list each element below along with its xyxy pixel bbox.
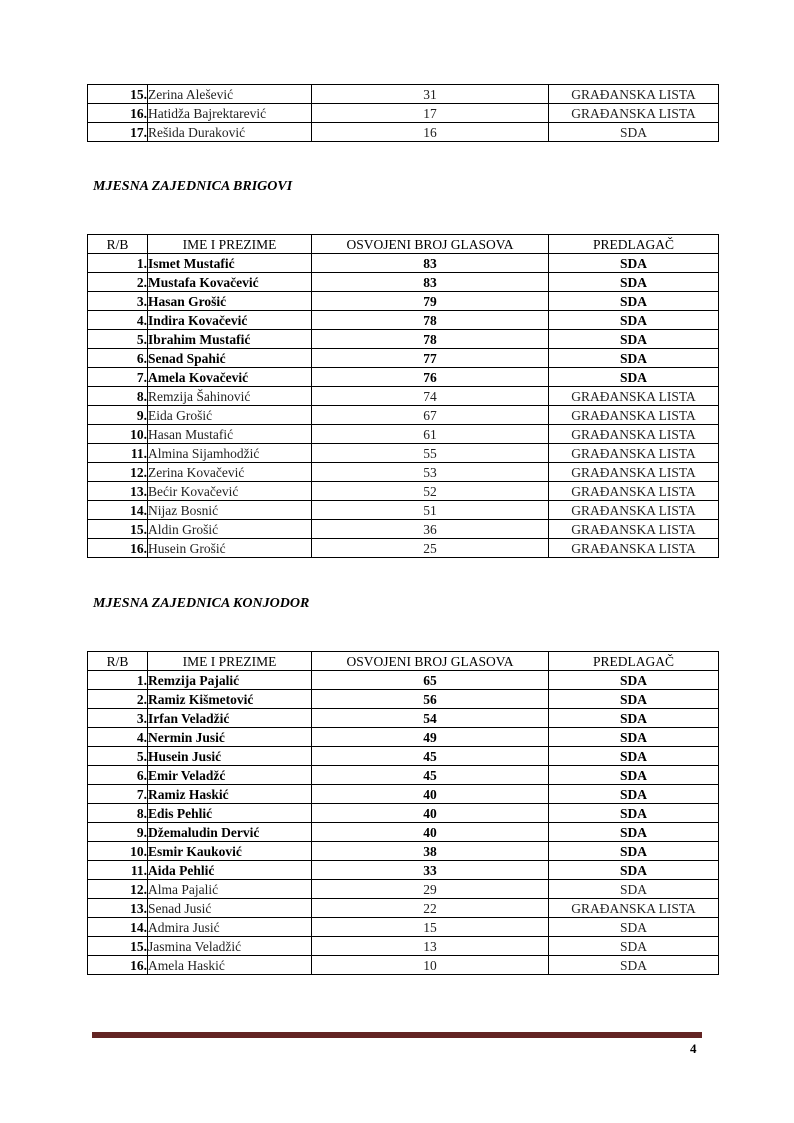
candidate-name: Hasan Grošić <box>148 292 312 311</box>
table-row <box>88 539 719 558</box>
candidate-name: Esmir Kauković <box>148 842 312 861</box>
vote-count: 17 <box>312 104 549 123</box>
candidate-name: Jasmina Veladžić <box>148 937 312 956</box>
nominator: SDA <box>549 349 719 368</box>
table-row <box>88 123 719 142</box>
vote-count: 40 <box>312 823 549 842</box>
table-row <box>88 899 719 918</box>
vote-count: 54 <box>312 709 549 728</box>
row-number: 4. <box>88 728 148 747</box>
vote-count: 56 <box>312 690 549 709</box>
row-number: 17. <box>88 123 148 142</box>
nominator: GRAĐANSKA LISTA <box>549 85 719 104</box>
nominator: SDA <box>549 880 719 899</box>
vote-count: 45 <box>312 747 549 766</box>
table-row <box>88 671 719 690</box>
table-row <box>88 254 719 273</box>
row-number: 15. <box>88 85 148 104</box>
candidate-name: Mustafa Kovačević <box>148 273 312 292</box>
table-row <box>88 804 719 823</box>
nominator: SDA <box>549 690 719 709</box>
results-table-brigovi <box>87 234 719 558</box>
nominator: GRAĐANSKA LISTA <box>549 104 719 123</box>
candidate-name: Amela Kovačević <box>148 368 312 387</box>
row-number: 8. <box>88 804 148 823</box>
vote-count: 83 <box>312 273 549 292</box>
row-number: 9. <box>88 823 148 842</box>
results-table-continued <box>87 84 719 142</box>
vote-count: 36 <box>312 520 549 539</box>
candidate-name: Admira Jusić <box>148 918 312 937</box>
vote-count: 38 <box>312 842 549 861</box>
row-number: 5. <box>88 330 148 349</box>
nominator: SDA <box>549 937 719 956</box>
footer-divider <box>92 1032 702 1038</box>
nominator: SDA <box>549 785 719 804</box>
table-row <box>88 766 719 785</box>
nominator: SDA <box>549 123 719 142</box>
row-number: 2. <box>88 273 148 292</box>
candidate-name: Zerina Kovačević <box>148 463 312 482</box>
nominator: SDA <box>549 368 719 387</box>
table-row <box>88 330 719 349</box>
header-party: PREDLAGAČ <box>549 652 719 671</box>
vote-count: 74 <box>312 387 549 406</box>
nominator: GRAĐANSKA LISTA <box>549 520 719 539</box>
candidate-name: Ibrahim Mustafić <box>148 330 312 349</box>
nominator: GRAĐANSKA LISTA <box>549 425 719 444</box>
nominator: GRAĐANSKA LISTA <box>549 387 719 406</box>
table-header-row <box>88 652 719 671</box>
vote-count: 10 <box>312 956 549 975</box>
vote-count: 76 <box>312 368 549 387</box>
vote-count: 33 <box>312 861 549 880</box>
table-row <box>88 842 719 861</box>
candidate-name: Husein Jusić <box>148 747 312 766</box>
nominator: SDA <box>549 747 719 766</box>
nominator: SDA <box>549 842 719 861</box>
row-number: 12. <box>88 880 148 899</box>
header-name: IME I PREZIME <box>148 652 312 671</box>
candidate-name: Alma Pajalić <box>148 880 312 899</box>
candidate-name: Ramiz Haskić <box>148 785 312 804</box>
row-number: 6. <box>88 349 148 368</box>
row-number: 14. <box>88 918 148 937</box>
table-row <box>88 349 719 368</box>
row-number: 2. <box>88 690 148 709</box>
vote-count: 52 <box>312 482 549 501</box>
table-row <box>88 273 719 292</box>
row-number: 1. <box>88 254 148 273</box>
candidate-name: Džemaludin Dervić <box>148 823 312 842</box>
table-row <box>88 85 719 104</box>
row-number: 4. <box>88 311 148 330</box>
candidate-name: Husein Grošić <box>148 539 312 558</box>
vote-count: 22 <box>312 899 549 918</box>
candidate-name: Aida Pehlić <box>148 861 312 880</box>
vote-count: 31 <box>312 85 549 104</box>
candidate-name: Eida Grošić <box>148 406 312 425</box>
nominator: GRAĐANSKA LISTA <box>549 539 719 558</box>
nominator: SDA <box>549 292 719 311</box>
row-number: 3. <box>88 709 148 728</box>
nominator: GRAĐANSKA LISTA <box>549 482 719 501</box>
table-row <box>88 937 719 956</box>
nominator: GRAĐANSKA LISTA <box>549 406 719 425</box>
table-row <box>88 104 719 123</box>
nominator: SDA <box>549 804 719 823</box>
row-number: 10. <box>88 842 148 861</box>
table-row <box>88 861 719 880</box>
table-row <box>88 292 719 311</box>
table-row <box>88 709 719 728</box>
table-row <box>88 501 719 520</box>
candidate-name: Remzija Šahinović <box>148 387 312 406</box>
vote-count: 40 <box>312 804 549 823</box>
row-number: 8. <box>88 387 148 406</box>
candidate-name: Nijaz Bosnić <box>148 501 312 520</box>
row-number: 9. <box>88 406 148 425</box>
vote-count: 16 <box>312 123 549 142</box>
candidate-name: Nermin Jusić <box>148 728 312 747</box>
page-number: 4 <box>690 1041 697 1056</box>
vote-count: 25 <box>312 539 549 558</box>
table-row <box>88 482 719 501</box>
header-rb: R/B <box>88 652 148 671</box>
vote-count: 29 <box>312 880 549 899</box>
vote-count: 53 <box>312 463 549 482</box>
table-row <box>88 520 719 539</box>
table-row <box>88 918 719 937</box>
vote-count: 78 <box>312 330 549 349</box>
row-number: 7. <box>88 785 148 804</box>
candidate-name: Remzija Pajalić <box>148 671 312 690</box>
header-votes: OSVOJENI BROJ GLASOVA <box>312 235 549 254</box>
candidate-name: Almina Sijamhodžić <box>148 444 312 463</box>
row-number: 3. <box>88 292 148 311</box>
nominator: GRAĐANSKA LISTA <box>549 463 719 482</box>
vote-count: 55 <box>312 444 549 463</box>
nominator: SDA <box>549 330 719 349</box>
row-number: 16. <box>88 539 148 558</box>
vote-count: 67 <box>312 406 549 425</box>
row-number: 12. <box>88 463 148 482</box>
vote-count: 45 <box>312 766 549 785</box>
vote-count: 51 <box>312 501 549 520</box>
row-number: 11. <box>88 861 148 880</box>
nominator: SDA <box>549 728 719 747</box>
row-number: 11. <box>88 444 148 463</box>
vote-count: 61 <box>312 425 549 444</box>
candidate-name: Senad Spahić <box>148 349 312 368</box>
nominator: SDA <box>549 823 719 842</box>
table-row <box>88 747 719 766</box>
header-votes: OSVOJENI BROJ GLASOVA <box>312 652 549 671</box>
row-number: 5. <box>88 747 148 766</box>
table-row <box>88 728 719 747</box>
candidate-name: Edis Pehlić <box>148 804 312 823</box>
results-table-konjodor <box>87 651 719 975</box>
vote-count: 79 <box>312 292 549 311</box>
nominator: SDA <box>549 311 719 330</box>
nominator: SDA <box>549 956 719 975</box>
table-row <box>88 463 719 482</box>
table-row <box>88 311 719 330</box>
candidate-name: Senad Jusić <box>148 899 312 918</box>
nominator: GRAĐANSKA LISTA <box>549 899 719 918</box>
candidate-name: Aldin Grošić <box>148 520 312 539</box>
table-row <box>88 956 719 975</box>
nominator: SDA <box>549 861 719 880</box>
vote-count: 78 <box>312 311 549 330</box>
row-number: 13. <box>88 899 148 918</box>
table-row <box>88 785 719 804</box>
nominator: SDA <box>549 671 719 690</box>
row-number: 15. <box>88 520 148 539</box>
section-title-brigovi: MJESNA ZAJEDNICA BRIGOVI <box>93 179 293 194</box>
vote-count: 49 <box>312 728 549 747</box>
table-row <box>88 387 719 406</box>
nominator: SDA <box>549 709 719 728</box>
row-number: 6. <box>88 766 148 785</box>
candidate-name: Emir Veladžć <box>148 766 312 785</box>
row-number: 15. <box>88 937 148 956</box>
header-name: IME I PREZIME <box>148 235 312 254</box>
row-number: 7. <box>88 368 148 387</box>
vote-count: 83 <box>312 254 549 273</box>
vote-count: 65 <box>312 671 549 690</box>
candidate-name: Bećir Kovačević <box>148 482 312 501</box>
row-number: 13. <box>88 482 148 501</box>
nominator: GRAĐANSKA LISTA <box>549 444 719 463</box>
header-rb: R/B <box>88 235 148 254</box>
row-number: 16. <box>88 956 148 975</box>
candidate-name: Indira Kovačević <box>148 311 312 330</box>
vote-count: 13 <box>312 937 549 956</box>
vote-count: 15 <box>312 918 549 937</box>
nominator: SDA <box>549 273 719 292</box>
nominator: SDA <box>549 766 719 785</box>
candidate-name: Ismet Mustafić <box>148 254 312 273</box>
table-header-row <box>88 235 719 254</box>
candidate-name: Ramiz Kišmetović <box>148 690 312 709</box>
table-row <box>88 425 719 444</box>
vote-count: 40 <box>312 785 549 804</box>
candidate-name: Rešida Duraković <box>148 123 312 142</box>
section-title-konjodor: MJESNA ZAJEDNICA KONJODOR <box>93 596 310 611</box>
candidate-name: Hatidža Bajrektarević <box>148 104 312 123</box>
table-row <box>88 823 719 842</box>
table-row <box>88 406 719 425</box>
table-row <box>88 690 719 709</box>
table-row <box>88 880 719 899</box>
table-row <box>88 444 719 463</box>
candidate-name: Zerina Alešević <box>148 85 312 104</box>
nominator: SDA <box>549 918 719 937</box>
vote-count: 77 <box>312 349 549 368</box>
row-number: 14. <box>88 501 148 520</box>
nominator: SDA <box>549 254 719 273</box>
nominator: GRAĐANSKA LISTA <box>549 501 719 520</box>
header-party: PREDLAGAČ <box>549 235 719 254</box>
candidate-name: Irfan Veladžić <box>148 709 312 728</box>
row-number: 16. <box>88 104 148 123</box>
candidate-name: Hasan Mustafić <box>148 425 312 444</box>
table-row <box>88 368 719 387</box>
row-number: 10. <box>88 425 148 444</box>
row-number: 1. <box>88 671 148 690</box>
candidate-name: Amela Haskić <box>148 956 312 975</box>
